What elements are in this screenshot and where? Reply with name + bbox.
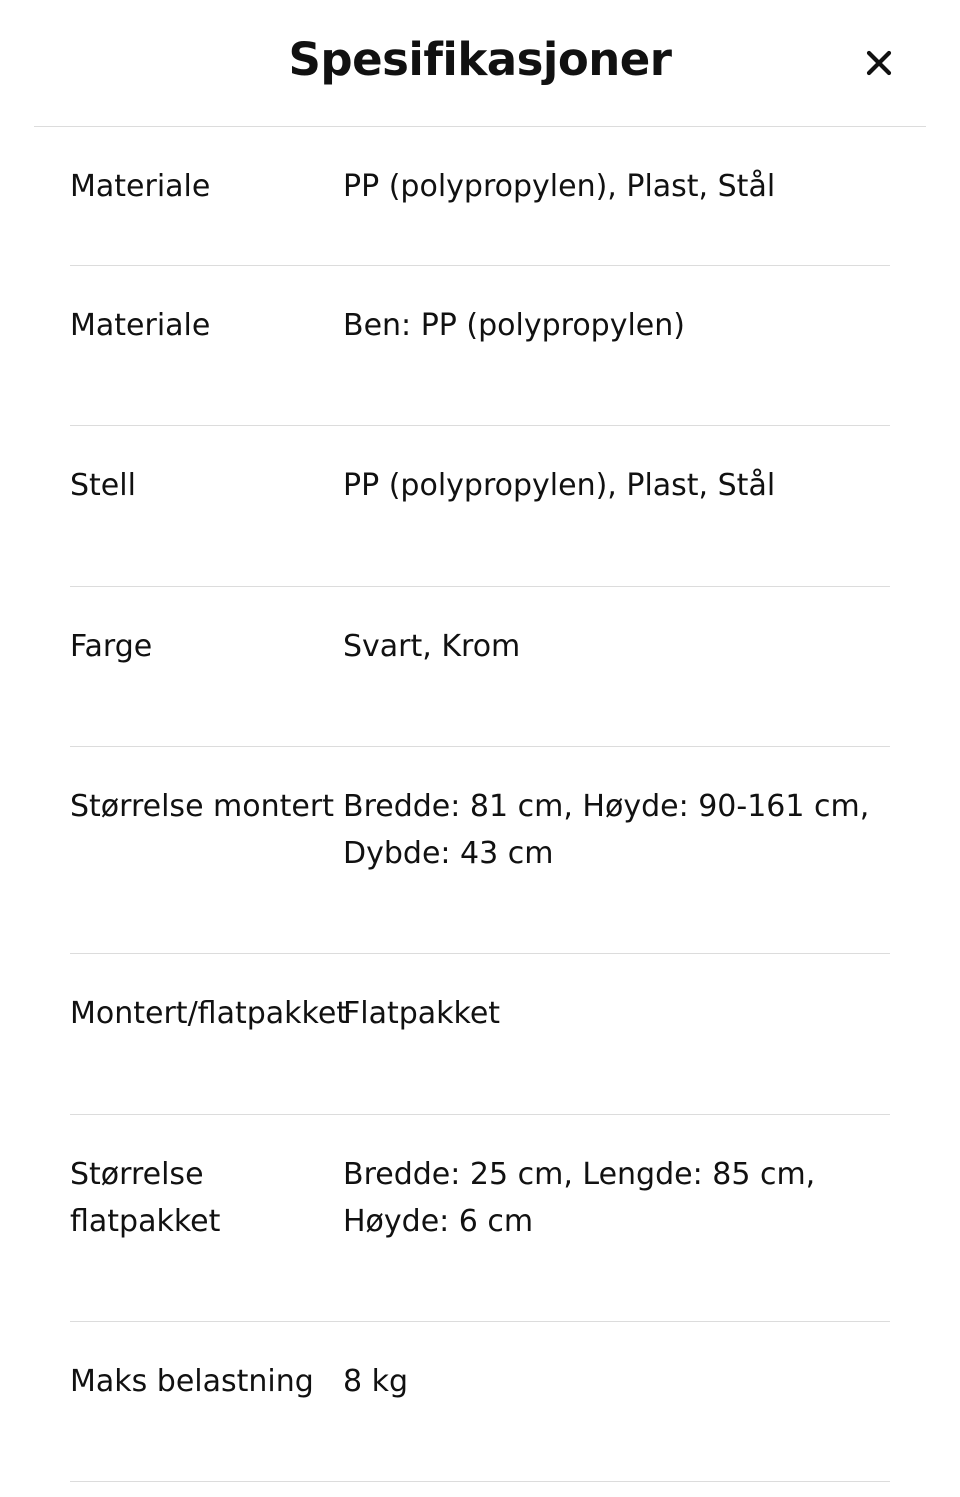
spec-label: Materiale — [70, 308, 211, 343]
spec-value: Svart, Krom — [343, 629, 521, 664]
spec-value: Bredde: 25 cm, Lengde: 85 cm, Høyde: 6 cm — [343, 1157, 816, 1239]
spec-row-frame — [70, 426, 890, 587]
spec-row-assembled-flatpacked — [70, 954, 890, 1115]
close-button[interactable] — [854, 38, 904, 88]
spec-row-assembled-size — [70, 747, 890, 954]
spec-row-flatpacked-size — [70, 1115, 890, 1322]
spec-value: Flatpakket — [343, 996, 501, 1031]
spec-label: Farge — [70, 629, 153, 664]
dialog-title: Spesifikasjoner — [288, 33, 672, 86]
spec-row-material — [70, 127, 890, 266]
spec-label: Stell — [70, 468, 136, 503]
spec-label: Størrelse montert — [70, 789, 334, 824]
spec-value: PP (polypropylen), Plast, Stål — [343, 468, 776, 503]
spec-label: Maks belastning — [70, 1364, 314, 1399]
specifications-list — [70, 127, 890, 1482]
spec-value: Ben: PP (polypropylen) — [343, 308, 685, 343]
spec-row-max-load — [70, 1322, 890, 1482]
spec-value: Bredde: 81 cm, Høyde: 90-161 cm, Dybde: 43 cm — [343, 789, 870, 871]
spec-label: Montert/flatpakket — [70, 996, 349, 1031]
spec-label: Materiale — [70, 169, 211, 204]
spec-value: 8 kg — [343, 1364, 409, 1399]
spec-label: Størrelse flatpakket — [70, 1157, 221, 1239]
spec-value: PP (polypropylen), Plast, Stål — [343, 169, 776, 204]
spec-row-material-legs — [70, 266, 890, 426]
close-icon — [866, 50, 892, 76]
spec-row-color — [70, 587, 890, 747]
dialog-header — [34, 0, 926, 127]
